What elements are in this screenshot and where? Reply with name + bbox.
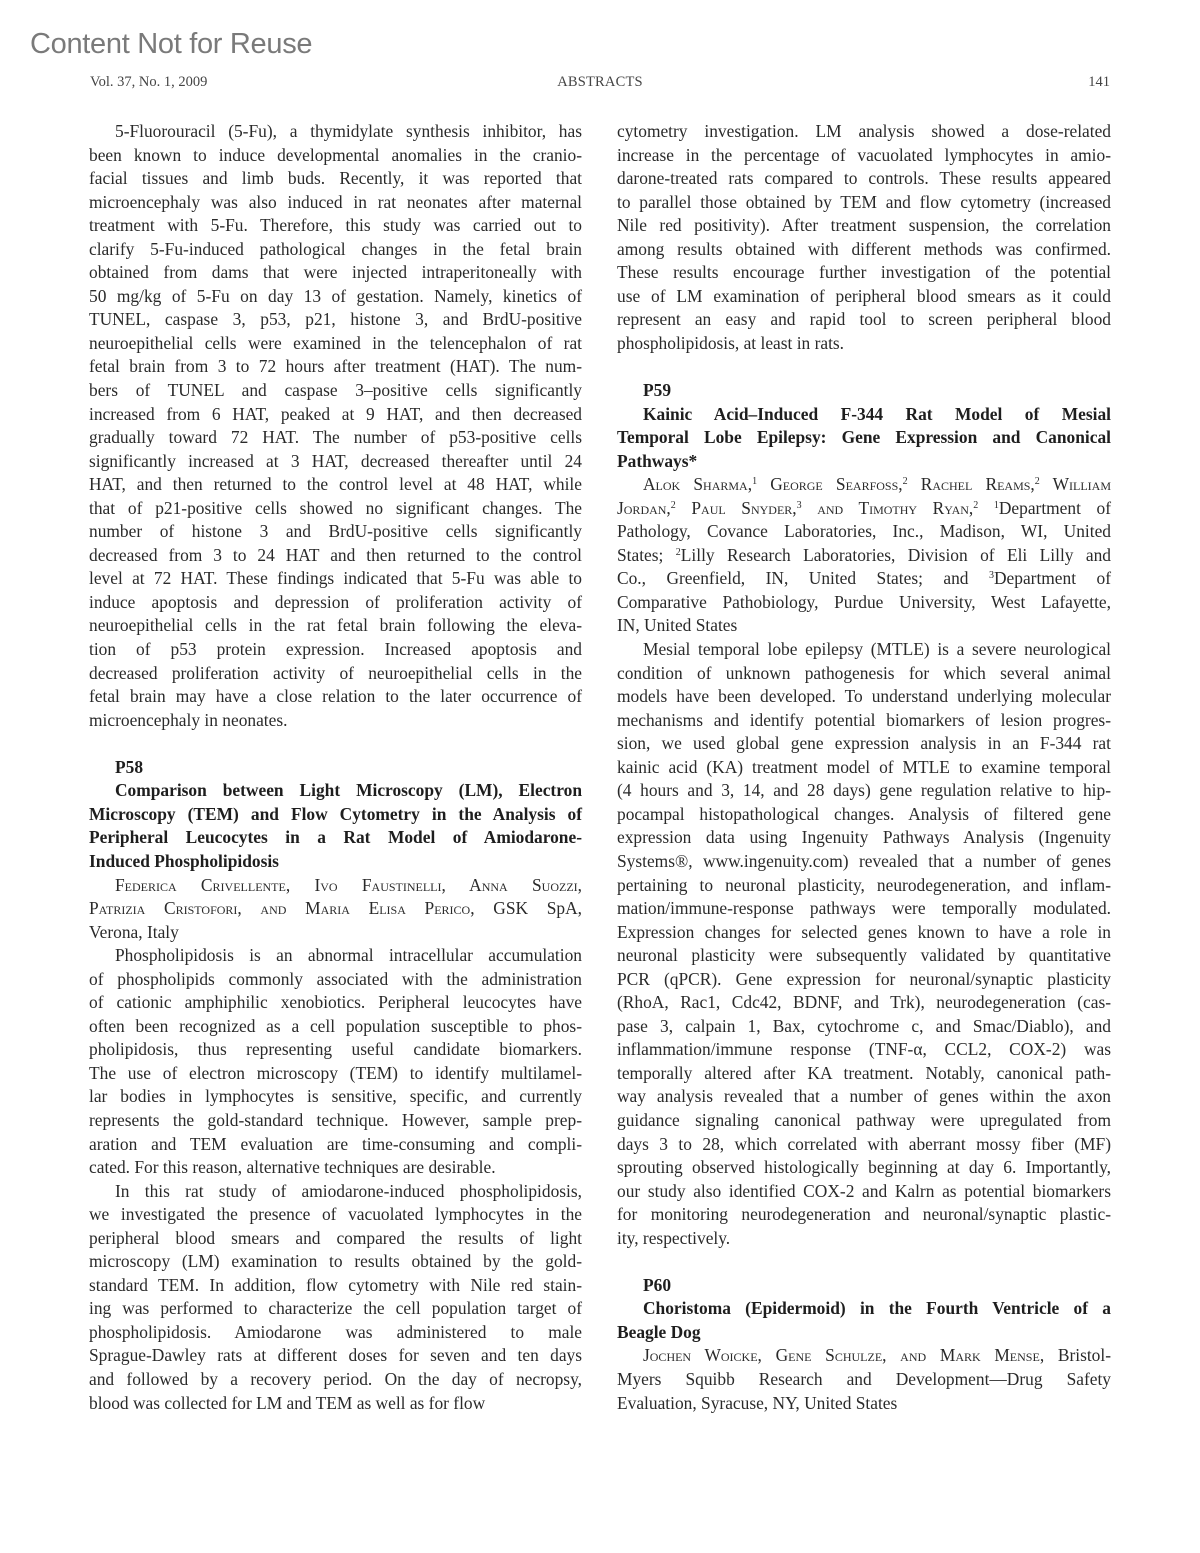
affiliation: Evaluation, Syracuse, NY, United States <box>617 1392 898 1413</box>
author-text: Co., Greenfield, IN, United States; and <box>617 568 989 589</box>
title-line: Microscopy (TEM) and Flow Cytometry in the Analysis of <box>89 803 582 824</box>
text-line: tion of p53 protein expression. Increased apoptosis and <box>89 639 582 660</box>
title-line: Kainic Acid–Induced F-344 Rat Model of Mesial <box>643 403 1111 424</box>
abstract-paragraph <box>89 944 582 1179</box>
left-column <box>89 120 582 1415</box>
text-line: of cationic amphiphilic xenobiotics. Peripheral leucocytes have <box>89 992 582 1013</box>
text-line: Expression changes for selected genes known to have a role in <box>617 921 1111 942</box>
author-line <box>89 874 582 898</box>
watermark: Content Not for Reuse <box>30 28 313 60</box>
author-text: Lilly Research Laboratories, Division of Eli Lilly and <box>680 544 1111 565</box>
text-line: clarify 5-Fu-induced pathological changes in the fetal brain <box>89 238 582 259</box>
text-line: ing was performed to characterize the cell population target of <box>89 1298 582 1319</box>
affiliation: Verona, Italy <box>89 921 179 942</box>
text-line: guidance signaling canonical pathway were upregulated from <box>617 1109 1111 1130</box>
text-line: phospholipidosis. Amiodarone was administered to male <box>89 1321 582 1342</box>
text-line: fetal brain may have a close relation to the later occurrence of <box>89 686 582 707</box>
affiliation-marker: 2 <box>973 499 979 511</box>
abstract-title <box>89 779 582 873</box>
text-line: PCR (qPCR). Gene expression for neuronal/synaptic plasticity <box>617 968 1111 989</box>
text-line: bers of TUNEL and caspase 3–positive cells significantly <box>89 380 582 401</box>
text-line: Systems®, www.ingenuity.com) revealed that a number of genes <box>617 850 1111 871</box>
author-text: George Searfoss, <box>757 474 903 495</box>
author-text <box>978 498 994 518</box>
author-line <box>89 921 582 945</box>
affiliation: , Bristol- <box>1039 1345 1111 1366</box>
text-line: to parallel those obtained by TEM and flow cytometry (increased <box>617 191 1111 212</box>
author-line <box>617 544 1111 568</box>
text-line: 50 mg/kg of 5-Fu on day 13 of gestation. Namely, kinetics of <box>89 285 582 306</box>
text-line: gradually toward 72 HAT. The number of p53-positive cells <box>89 427 582 448</box>
text-line: lar bodies in lymphocytes is sensitive, specific, and currently <box>89 1086 582 1107</box>
title-line: Induced Phospholipidosis <box>89 850 279 871</box>
title-line: Peripheral Leucocytes in a Rat Model of Amiodarone- <box>89 827 582 848</box>
text-line: temporally altered after KA treatment. Notably, canonical path- <box>617 1062 1111 1083</box>
text-line: (4 hours and 3, 14, and 28 days) gene regulation relative to hip- <box>617 780 1111 801</box>
author-text: and Timothy Ryan, <box>801 497 974 518</box>
affiliation-marker: 3 <box>988 570 994 582</box>
text-line: (RhoA, Rac1, Cdc42, BDNF, and Trk), neurodegeneration (cas- <box>617 992 1111 1013</box>
text-line: expression data using Ingenuity Pathways Analysis (Ingenuity <box>617 827 1111 848</box>
abstract-p60 <box>617 1274 1111 1415</box>
text-line: we investigated the presence of vacuolated lymphocytes in the <box>89 1204 582 1225</box>
author-line <box>617 567 1111 591</box>
author-text: Department of <box>993 568 1112 589</box>
text-line: facial tissues and limb buds. Recently, it was reported that <box>89 168 582 189</box>
text-line: increase in the percentage of vacuolated lymphocytes in amio- <box>617 144 1111 165</box>
text-line: The use of electron microscopy (TEM) to identify multilamel- <box>89 1062 582 1083</box>
abstract-p58 <box>89 756 582 1415</box>
text-line: cated. For this reason, alternative techniques are desirable. <box>89 1157 496 1178</box>
text-line: microencephaly in neonates. <box>89 709 288 730</box>
text-line: pertaining to neuronal plasticity, neurodegeneration, and inflam- <box>617 874 1111 895</box>
affiliation-marker: 2 <box>902 476 908 488</box>
abstract-id: P60 <box>643 1274 672 1295</box>
text-line: been known to induce developmental anomalies in the cranio- <box>89 144 582 165</box>
text-line: cytometry investigation. LM analysis showed a dose-related <box>617 121 1111 141</box>
text-line: models have been developed. To understand underlying molecular <box>617 686 1111 707</box>
author-line: Pathology, Covance Laboratories, Inc., Madison, WI, United <box>617 521 1111 542</box>
affiliation-marker: 1 <box>993 499 999 511</box>
text-line: level at 72 HAT. These findings indicated that 5-Fu was able to <box>89 568 582 589</box>
text-line: phospholipidosis, at least in rats. <box>617 332 845 353</box>
text-line: sion, we used global gene expression analysis in an F-344 rat <box>617 733 1111 754</box>
title-line: Comparison between Light Microscopy (LM), Electron <box>115 780 582 801</box>
text-line: darone-treated rats compared to controls. These results appeared <box>617 168 1111 189</box>
author-line: Comparative Pathobiology, Purdue University, West Lafayette, <box>617 591 1111 612</box>
spacer <box>617 1250 1111 1274</box>
text-line: fetal brain from 3 to 72 hours after treatment (HAT). The num- <box>89 356 582 377</box>
section-title: ABSTRACTS <box>557 74 643 90</box>
text-line: days 3 to 28, which correlated with aberrant mossy fiber (MF) <box>617 1133 1111 1154</box>
text-line: use of LM examination of peripheral blood smears as it could <box>617 285 1111 306</box>
text-line: ity, respectively. <box>617 1227 731 1248</box>
abstract-authors <box>617 473 1111 638</box>
text-line: pholipidosis, thus representing useful candidate biomarkers. <box>89 1039 582 1060</box>
abstract-paragraph <box>89 1180 582 1415</box>
title-line: Temporal Lobe Epilepsy: Gene Expression and Canonical <box>617 427 1111 448</box>
author-text: Paul Snyder, <box>675 497 797 518</box>
affiliation: Myers Squibb Research and Development—Drug Safety <box>617 1368 1111 1389</box>
author-line <box>617 497 1111 521</box>
author-text: Jordan, <box>617 497 671 518</box>
author-line <box>617 1368 1111 1392</box>
abstract-p59 <box>617 379 1111 1250</box>
abstract-authors <box>617 1344 1111 1415</box>
text-line: peripheral blood smears and compared the results of light <box>89 1227 582 1248</box>
title-line: Pathways* <box>617 450 698 471</box>
page-number: 141 <box>1088 74 1110 90</box>
text-line: decreased from 3 to 24 HAT and then returned to the control <box>89 544 582 565</box>
abstract-p58-continued <box>617 120 1111 355</box>
author-names: Federica Crivellente, Ivo Faustinelli, Anna Suozzi, <box>115 874 582 895</box>
author-names: Patrizia Cristofori, and Maria Elisa Perico <box>89 898 471 919</box>
affiliation-marker: 2 <box>675 546 681 558</box>
text-line: for monitoring neurodegeneration and neuronal/synaptic plastic- <box>617 1204 1111 1225</box>
text-line: represent an easy and rapid tool to screen peripheral blood <box>617 309 1111 330</box>
text-line: and followed by a recovery period. On the day of necropsy, <box>89 1368 582 1389</box>
text-line: sprouting observed histologically beginning at day 6. Importantly, <box>617 1157 1111 1178</box>
author-line <box>89 897 582 921</box>
text-line: represents the gold-standard technique. However, sample prep- <box>89 1109 582 1130</box>
author-line <box>617 1392 1111 1416</box>
text-line: These results encourage further investigation of the potential <box>617 262 1111 283</box>
abstract-paragraph <box>617 638 1111 1250</box>
author-line <box>617 473 1111 497</box>
text-line: among results obtained with different methods was confirmed. <box>617 238 1111 259</box>
affiliation-marker: 2 <box>670 499 676 511</box>
text-line: kainic acid (KA) treatment model of MTLE to examine temporal <box>617 756 1111 777</box>
text-line: inflammation/immune response (TNF-α, CCL2, COX-2) was <box>617 1039 1111 1060</box>
right-column <box>617 120 1111 1415</box>
text-line: In this rat study of amiodarone-induced phospholipidosis, <box>115 1180 582 1201</box>
text-line: Nile red positivity). After treatment suspension, the correlation <box>617 215 1111 236</box>
text-line: induce apoptosis and depression of proliferation activity of <box>89 591 582 612</box>
text-line: our study also identified COX-2 and Kalrn as potential biomarkers <box>617 1180 1111 1201</box>
text-line: number of histone 3 and BrdU-positive cells significantly <box>89 521 582 542</box>
affiliation-marker: 3 <box>796 499 802 511</box>
text-line: microencephaly was also induced in rat neonates after maternal <box>89 191 582 212</box>
title-line: Beagle Dog <box>617 1321 701 1342</box>
text-line: that of p21-positive cells showed no significant changes. The <box>89 497 582 518</box>
spacer <box>617 355 1111 379</box>
text-line: TUNEL, caspase 3, p53, p21, histone 3, and BrdU-positive <box>89 309 582 330</box>
author-line <box>617 1344 1111 1368</box>
text-line: neuroepithelial cells in the rat fetal brain following the eleva- <box>89 615 582 636</box>
author-text: William <box>1039 474 1112 495</box>
author-text: States; <box>617 544 676 565</box>
text-line: standard TEM. In addition, flow cytometry with Nile red stain- <box>89 1274 582 1295</box>
text-line: way analysis revealed that a number of genes within the axon <box>617 1086 1111 1107</box>
abstract-intro <box>89 120 582 732</box>
title-line: Choristoma (Epidermoid) in the Fourth Ventricle of a <box>643 1298 1111 1319</box>
text-line: decreased proliferation activity of neuroepithelial cells in the <box>89 662 582 683</box>
text-line: of phospholipids commonly associated with the administration <box>89 968 582 989</box>
author-names: Jochen Woicke, Gene Schulze, and Mark Mense <box>643 1345 1040 1366</box>
affiliation-marker: 2 <box>1034 476 1040 488</box>
text-line: treatment with 5-Fu. Therefore, this study was carried out to <box>89 215 582 236</box>
abstract-title <box>617 1297 1111 1344</box>
abstract-id: P58 <box>115 756 144 777</box>
text-line: blood was collected for LM and TEM as well as for flow <box>89 1392 486 1413</box>
abstract-authors <box>89 874 582 945</box>
author-text: Alok Sharma, <box>643 474 753 495</box>
affiliation: , GSK SpA, <box>470 898 583 919</box>
text-line: neuronal plasticity were subsequently validated by quantitative <box>617 945 1111 966</box>
author-text: Department of <box>998 497 1111 518</box>
volume-issue: Vol. 37, No. 1, 2009 <box>90 74 208 90</box>
text-line: Mesial temporal lobe epilepsy (MTLE) is a severe neurological <box>643 639 1111 660</box>
author-text: Rachel Reams, <box>907 474 1035 495</box>
spacer <box>89 732 582 756</box>
text-line: aration and TEM evaluation are time-consuming and compli- <box>89 1133 582 1154</box>
text-line: condition of unknown pathogenesis for which several animal <box>617 662 1111 683</box>
text-line: pase 3, calpain 1, Bax, cytochrome c, and Smac/Diablo), and <box>617 1015 1111 1036</box>
text-line: pocampal histopathological changes. Analysis of filtered gene <box>617 803 1111 824</box>
text-line: mation/immune-response pathways were temporally modulated. <box>617 898 1111 919</box>
author-line: IN, United States <box>617 615 738 636</box>
running-head <box>90 74 1110 94</box>
text-line: Phospholipidosis is an abnormal intracellular accumulation <box>115 945 582 966</box>
text-line: mechanisms and identify potential biomarkers of lesion progres- <box>617 709 1111 730</box>
text-line: HAT, and then returned to the control level at 48 HAT, while <box>89 474 582 495</box>
text-line: often been recognized as a cell population susceptible to phos- <box>89 1015 582 1036</box>
text-line: neuroepithelial cells were examined in the telencephalon of rat <box>89 332 582 353</box>
text-line: microscopy (LM) examination to results obtained by the gold- <box>89 1251 582 1272</box>
abstract-id: P59 <box>643 380 672 401</box>
affiliation-marker: 1 <box>752 476 758 488</box>
text-line: obtained from dams that were injected intraperitoneally with <box>89 262 582 283</box>
text-line: Sprague-Dawley rats at different doses for seven and ten days <box>89 1345 582 1366</box>
abstract-title <box>617 403 1111 474</box>
text-line: 5-Fluorouracil (5-Fu), a thymidylate synthesis inhibitor, has <box>115 121 582 141</box>
text-line: significantly increased at 3 HAT, decreased thereafter until 24 <box>89 450 582 471</box>
text-line: increased from 6 HAT, peaked at 9 HAT, and then decreased <box>89 403 582 424</box>
